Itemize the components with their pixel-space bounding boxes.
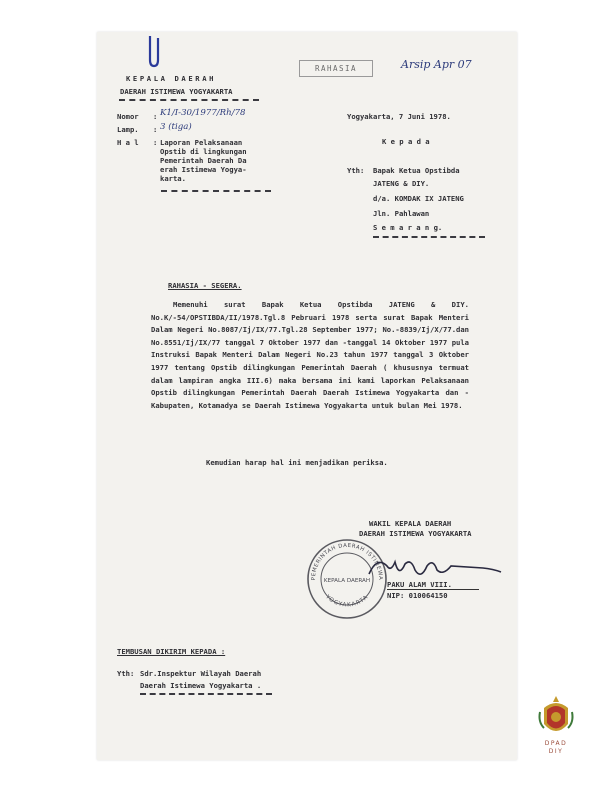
subject-line: RAHASIA - SEGERA. bbox=[168, 281, 242, 290]
hal-line-1: Laporan Pelaksanaan bbox=[160, 138, 243, 147]
recipient-line-1: Bapak Ketua Opstibda bbox=[373, 166, 460, 175]
recipient-line-3: d/a. KOMDAK IX JATENG bbox=[373, 194, 464, 203]
handwritten-archive-note: Arsip Apr 07 bbox=[401, 58, 472, 71]
hal-line-5: karta. bbox=[160, 174, 186, 183]
hal-label: H a l bbox=[117, 138, 139, 147]
tembusan-rule bbox=[140, 693, 272, 695]
nomor-value: K1/I-30/1977/Rh/78 bbox=[160, 108, 246, 118]
body-text: Memenuhi surat Bapak Ketua Opstibda JATENG & DIY. No.K/-54/OPSTIBDA/II/1978.Tgl.8 Pebruari 1978 serta surat Bapak Menteri Dalam Negeri No.8087/Ij/IX/77.Tgl.28 September 1977; No.-8839/Ij/X/77.dan No.8551/Ij/IX/77 tanggal 7 Oktober 1977 dan -tanggal 14 Oktober 1977 pula Instruksi Bapak Menteri Dalam Negeri No.23 tahun 1977 tanggal 3 Oktober 1977 tentang Opstib dilingkungan Pemerintah Daerah ( khususnya termuat dalam lampiran angka III.6) maka bersama ini kami laporkan Pelaksanaan Opstib dilingkungan Pemerintah Daerah Daerah Istimewa Yogyakarta dan -Kabupaten, Kotamadya se Daerah Istimewa Yogyakarta untuk bulan Mei 1978. bbox=[151, 300, 469, 410]
seal-center-text: KEPALA DAERAH bbox=[323, 578, 371, 584]
tembusan-prefix: Yth: bbox=[117, 669, 135, 678]
hal-line-4: erah Istimewa Yogya- bbox=[160, 165, 247, 174]
lamp-label: Lamp. bbox=[117, 125, 139, 134]
lamp-value: 3 (tiga) bbox=[160, 122, 192, 132]
signature-nip: NIP: 010064150 bbox=[387, 591, 448, 600]
recipient-line-4: Jln. Pahlawan bbox=[373, 209, 430, 218]
recipient-line-5: S e m a r a n g. bbox=[373, 223, 443, 232]
date-place: Yogyakarta, 7 Juni 1978. bbox=[347, 112, 451, 121]
closing-line: Kemudian harap hal ini menjadikan periksa. bbox=[206, 458, 388, 467]
hal-rule bbox=[161, 190, 271, 192]
seal-ring-top: PEMERINTAH DAERAH ISTIMEWA bbox=[310, 542, 384, 581]
archive-emblem-icon bbox=[536, 694, 576, 740]
header-line1: KEPALA DAERAH bbox=[126, 74, 217, 83]
signature-title-2: DAERAH ISTIMEWA YOGYAKARTA bbox=[359, 529, 472, 538]
kepada-label: K e p a d a bbox=[382, 137, 430, 146]
header-line2: DAERAH ISTIMEWA YOGYAKARTA bbox=[120, 87, 233, 96]
recipient-rule bbox=[373, 236, 485, 238]
recipient-prefix: Yth: bbox=[347, 166, 365, 175]
body-paragraph bbox=[151, 299, 469, 412]
archive-logo bbox=[536, 694, 576, 758]
lamp-colon: : bbox=[153, 125, 158, 134]
hal-line-3: Pemerintah Daerah Da bbox=[160, 156, 247, 165]
hal-colon: : bbox=[153, 138, 158, 147]
nomor-label: Nomor bbox=[117, 112, 139, 121]
tembusan-title: TEMBUSAN DIKIRIM KEPADA : bbox=[117, 647, 226, 656]
signature-name: PAKU ALAM VIII. bbox=[387, 580, 452, 589]
tembusan-line-1: Sdr.Inspektur Wilayah Daerah bbox=[140, 669, 262, 678]
signature-title-1: WAKIL KEPALA DAERAH bbox=[369, 519, 452, 528]
archive-logo-line2: DIY bbox=[548, 748, 564, 755]
svg-text:YOGYAKARTA bbox=[323, 593, 370, 608]
document-page bbox=[97, 32, 517, 760]
paper-clip-mark bbox=[147, 34, 161, 68]
archive-logo-line1: DPAD bbox=[544, 740, 568, 747]
recipient-line-2: JATENG & DIY. bbox=[373, 179, 430, 188]
signature-underline bbox=[387, 589, 479, 590]
header-rule bbox=[119, 99, 259, 101]
rahasia-stamp: RAHASIA bbox=[299, 60, 373, 77]
nomor-colon: : bbox=[153, 112, 158, 121]
seal-ring-bottom: YOGYAKARTA bbox=[324, 594, 370, 609]
hal-line-2: Opstib di lingkungan bbox=[160, 147, 247, 156]
tembusan-line-2: Daerah Istimewa Yogyakarta . bbox=[140, 681, 262, 690]
